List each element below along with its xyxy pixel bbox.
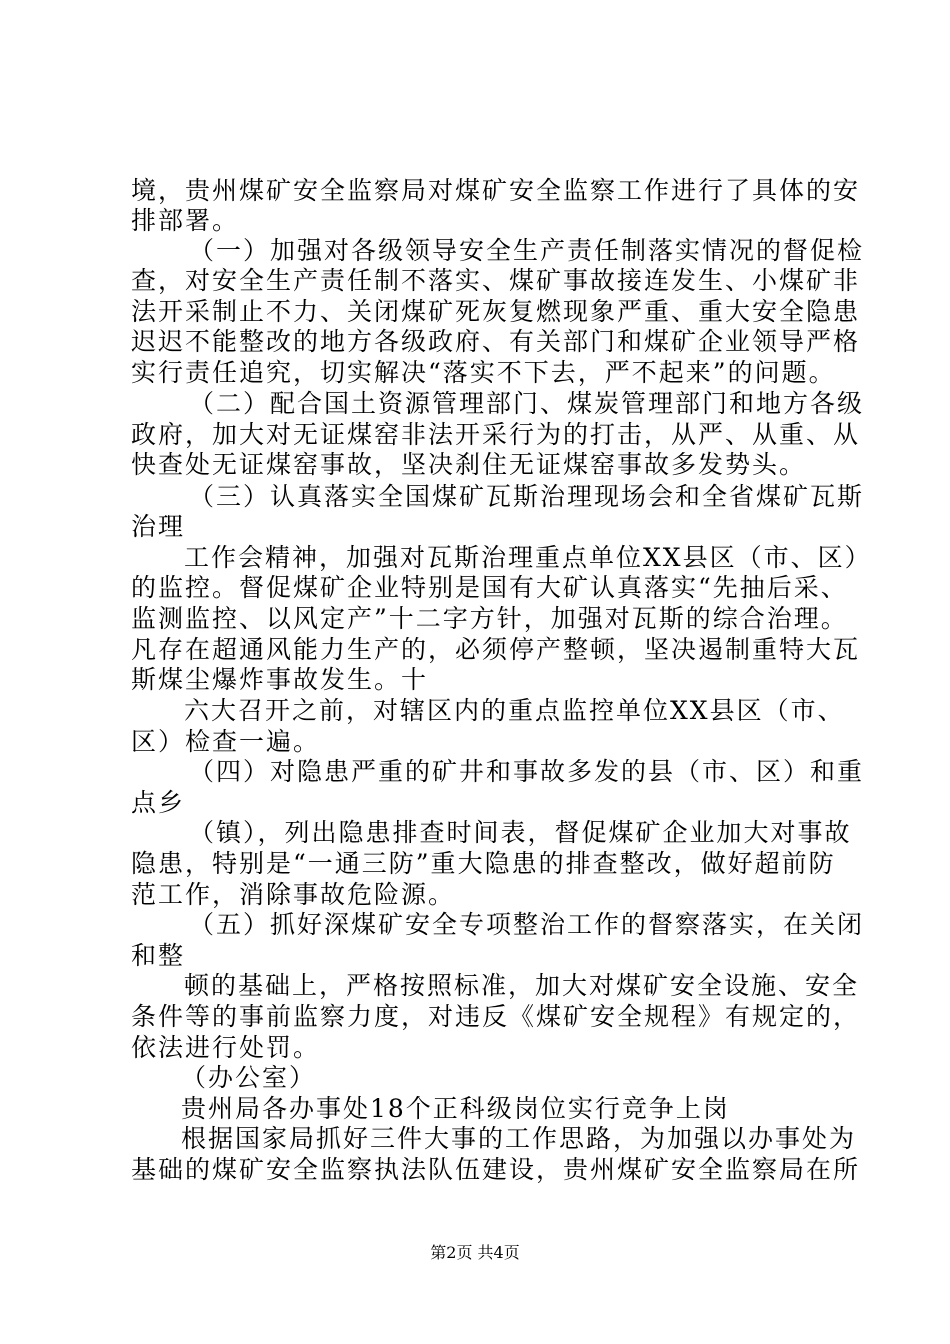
text-line: 工作会精神，加强对瓦斯治理重点单位XX县区（市、区） [184,543,872,572]
text-line: 顿的基础上，严格按照标准，加大对煤矿安全设施、安全 [184,971,860,1000]
text-line: 治理 [131,512,186,541]
text-line: （一）加强对各级领导安全生产责任制落实情况的督促检 [189,236,865,265]
text-line: 查，对安全生产责任制不落实、煤矿事故接连发生、小煤矿非 [131,266,861,295]
text-line: 监测监控、以风定产”十二字方针，加强对瓦斯的综合治理。 [131,604,848,633]
text-line: （办公室） [181,1063,317,1092]
text-line: 根据国家局抓好三件大事的工作思路，为加强以办事处为 [181,1124,857,1153]
text-line: 斯煤尘爆炸事故发生。十 [131,665,429,694]
text-line: 点乡 [131,788,186,817]
text-line: 的监控。督促煤矿企业特别是国有大矿认真落实“先抽后采、 [131,573,848,602]
text-line: 范工作，消除事故危险源。 [131,880,456,909]
text-line: 隐患，特别是“一通三防”重大隐患的排查整改，做好超前防 [131,849,836,878]
text-line: 凡存在超通风能力生产的，必须停产整顿，坚决遏制重特大瓦 [131,635,861,664]
text-line: 法开采制止不力、关闭煤矿死灰复燃现象严重、重大安全隐患 [131,297,861,326]
text-line: 条件等的事前监察力度，对违反《煤矿安全规程》有规定的， [131,1002,861,1031]
text-line: 实行责任追究，切实解决“落实不下去，严不起来”的问题。 [131,358,836,387]
text-line: 快查处无证煤窑事故，坚决刹住无证煤窑事故多发势头。 [131,450,807,479]
text-line: 六大召开之前，对辖区内的重点监控单位XX县区（市、 [184,696,845,725]
text-line: 和整 [131,941,186,970]
text-line: 基础的煤矿安全监察执法队伍建设，贵州煤矿安全监察局在所 [131,1155,861,1184]
text-line: （三）认真落实全国煤矿瓦斯治理现场会和全省煤矿瓦斯 [189,482,865,511]
text-line: 排部署。 [131,206,240,235]
text-line: （四）对隐患严重的矿井和事故多发的县（市、区）和重 [189,757,865,786]
page-number-footer: 第2页 共4页 [430,1243,520,1262]
text-line: 迟迟不能整改的地方各级政府、有关部门和煤矿企业领导严格 [131,327,861,356]
text-line: 依法进行处罚。 [131,1033,321,1062]
text-line: （二）配合国土资源管理部门、煤炭管理部门和地方各级 [189,389,865,418]
text-line: 贵州局各办事处18个正科级岗位实行竞争上岗 [181,1094,730,1123]
text-line: 政府，加大对无证煤窑非法开采行为的打击，从严、从重、从 [131,420,861,449]
text-line: （镇），列出隐患排查时间表，督促煤矿企业加大对事故 [189,818,852,847]
text-line: 区）检查一遍。 [131,727,321,756]
text-line: 境，贵州煤矿安全监察局对煤矿安全监察工作进行了具体的安 [131,176,861,205]
text-line: （五）抓好深煤矿安全专项整治工作的督察落实，在关闭 [189,910,865,939]
